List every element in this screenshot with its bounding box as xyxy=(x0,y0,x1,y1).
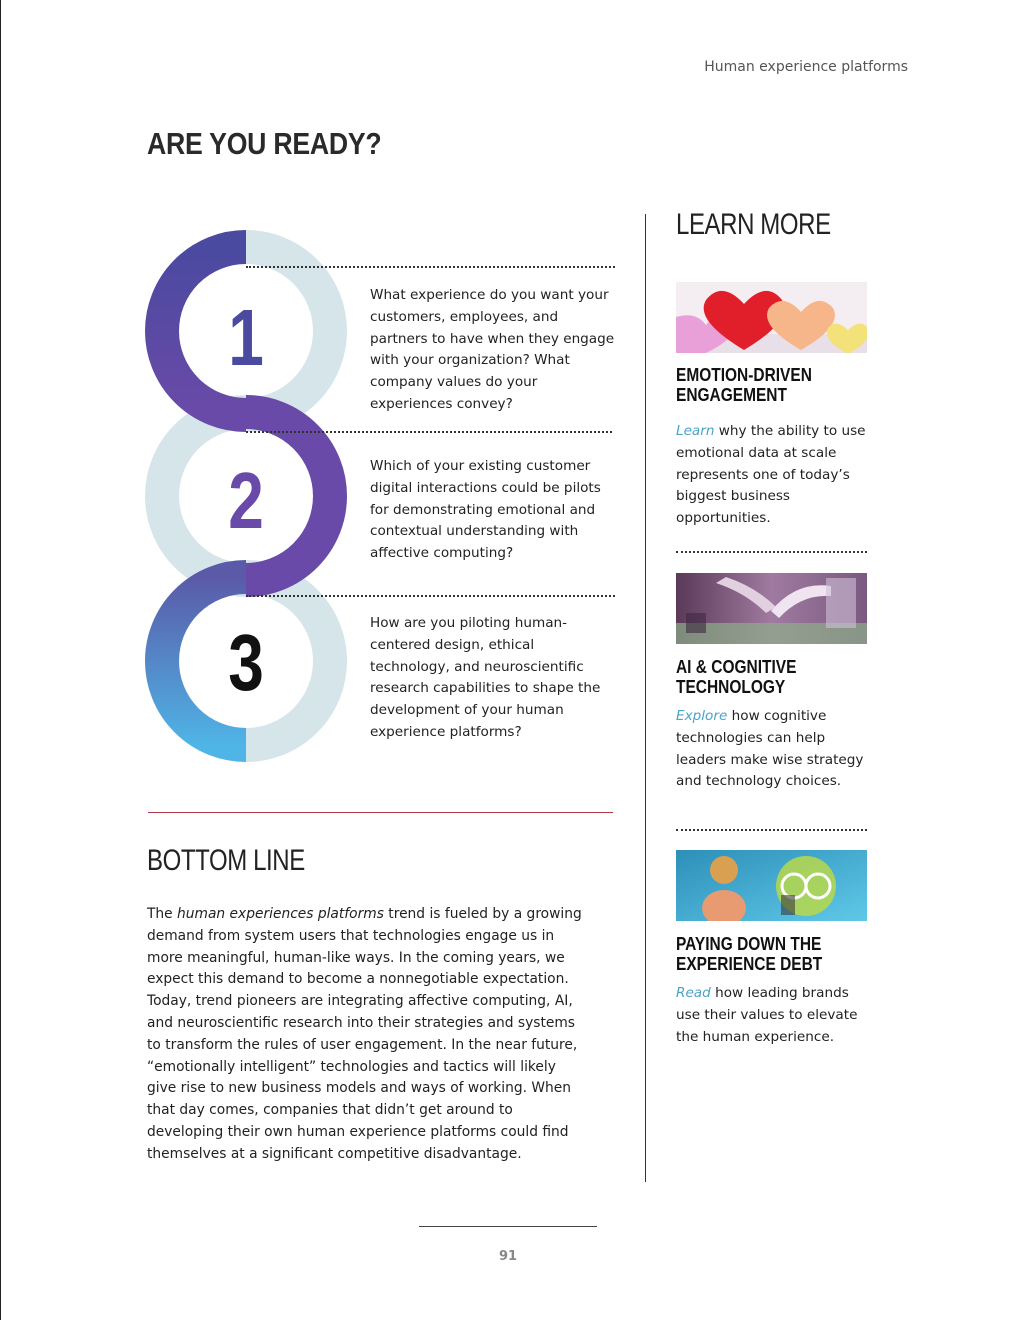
footer-rule xyxy=(419,1226,597,1227)
bottom-line-intro: The xyxy=(147,906,178,922)
bottom-line-emphasis: human experiences platforms xyxy=(177,906,384,922)
card-3-link[interactable]: Read xyxy=(676,985,711,1001)
question-2-text: Which of your existing customer digital interactions could be pilots for demonstrating emotional and contextual understanding with affective computing? xyxy=(370,458,601,562)
experience-debt-image xyxy=(676,850,867,921)
column-divider xyxy=(645,214,646,1182)
card-3-image[interactable] xyxy=(676,850,867,921)
question-2-divider xyxy=(246,431,612,433)
question-number-1: 1 xyxy=(228,293,264,383)
question-3-text: How are you piloting human-centered design, ethical technology, and neuroscientific research capabilities to shape the development of your human experience platforms? xyxy=(370,615,601,740)
card-2-link[interactable]: Explore xyxy=(676,708,728,724)
card-2-description: how cognitive technologies can help leaders make wise strategy and technology choices. xyxy=(676,708,864,790)
card-1-description: why the ability to use emotional data at scale represents one of today’s biggest business opportunities. xyxy=(676,423,866,527)
card-2-image[interactable] xyxy=(676,573,867,644)
question-number-2: 2 xyxy=(228,456,264,546)
page-edge-line xyxy=(0,0,1,1320)
question-number-3: 3 xyxy=(228,618,264,708)
card-1-text xyxy=(676,421,876,530)
card-2-title: AI & COGNITIVE TECHNOLOGY xyxy=(676,657,797,697)
card-3-text xyxy=(676,983,876,1048)
question-1-divider xyxy=(246,266,615,268)
card-3-description: how leading brands use their values to elevate the human experience. xyxy=(676,985,858,1045)
question-3-divider xyxy=(246,595,615,597)
robot-hand-image xyxy=(676,573,867,644)
card-1-image[interactable] xyxy=(676,282,867,353)
section-rule xyxy=(148,812,613,813)
card-3-title: PAYING DOWN THE EXPERIENCE DEBT xyxy=(676,934,823,974)
card-1-title: EMOTION-DRIVEN ENGAGEMENT xyxy=(676,365,812,405)
numbered-rings-graphic xyxy=(140,225,355,770)
card-2-text xyxy=(676,706,876,793)
bottom-line-text: trend is fueled by a growing demand from system users that technologies engage us in more meaningful, human-like ways. In the coming years, we expect this demand to become a nonnegotiable expectation. Today, trend pioneers are integrating affective computing, AI, and neuroscientific research into their strategies and systems to transform the rules of user engagement. In the near future, “emotionally intelligent” technologies and tactics will likely give rise to new business models and ways of working. When that day comes, companies that didn’t get around to developing their own human experience platforms could find themselves at a significant competitive disadvantage. xyxy=(147,906,582,1162)
page-title: ARE YOU READY? xyxy=(147,126,382,161)
hearts-image xyxy=(676,282,867,353)
bottom-line-body xyxy=(147,904,587,1166)
card-divider-2 xyxy=(676,829,867,831)
page-number: 91 xyxy=(498,1249,518,1264)
question-1-text: What experience do you want your customers, employees, and partners to have when they engage with your organization? What company values do your experiences convey? xyxy=(370,287,615,412)
bottom-line-heading: BOTTOM LINE xyxy=(147,844,305,877)
running-header: Human experience platforms xyxy=(704,59,908,75)
learn-more-heading: LEARN MORE xyxy=(676,208,831,241)
card-1-link[interactable]: Learn xyxy=(676,423,715,439)
card-divider-1 xyxy=(676,551,867,553)
